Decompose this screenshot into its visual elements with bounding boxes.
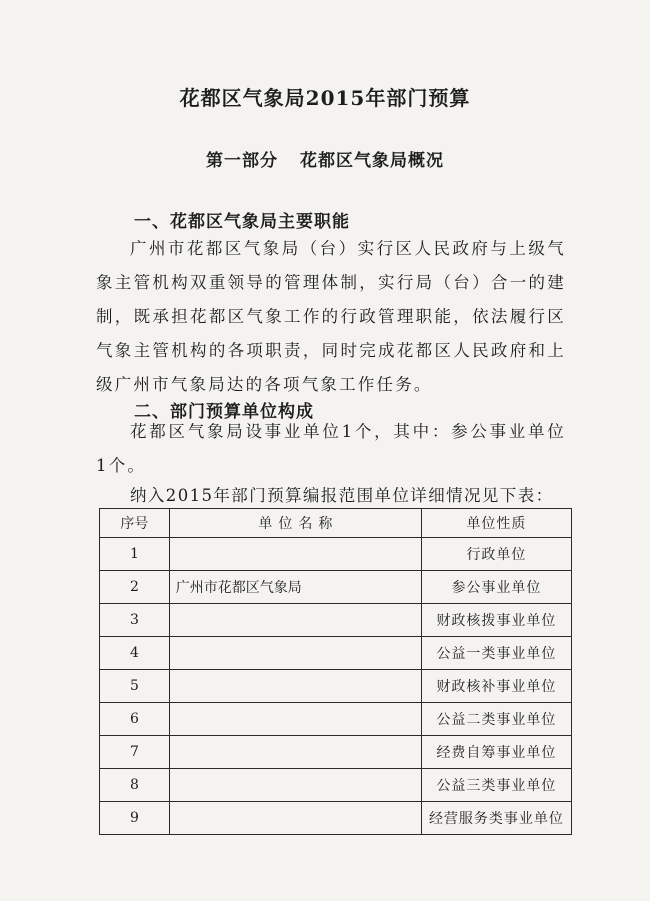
row-no: 2 <box>100 571 170 604</box>
row-type: 经营服务类事业单位 <box>421 802 571 835</box>
row-type: 行政单位 <box>421 538 571 571</box>
table-row <box>100 637 572 670</box>
row-name <box>169 538 421 571</box>
row-no: 1 <box>100 538 170 571</box>
row-type: 公益一类事业单位 <box>421 637 571 670</box>
row-name <box>169 703 421 736</box>
table-row <box>100 802 572 835</box>
document-title: 花都区气象局2015年部门预算 <box>179 86 471 110</box>
row-type: 财政核补事业单位 <box>421 670 571 703</box>
row-no: 5 <box>100 670 170 703</box>
row-type: 经费自筹事业单位 <box>421 736 571 769</box>
row-name <box>169 637 421 670</box>
row-name <box>169 604 421 637</box>
row-type: 公益二类事业单位 <box>421 703 571 736</box>
table-row <box>100 538 572 571</box>
part-number: 第一部分 <box>206 151 278 171</box>
table-header-row <box>100 509 572 538</box>
table-row <box>100 736 572 769</box>
row-no: 4 <box>100 637 170 670</box>
row-no: 6 <box>100 703 170 736</box>
section-body-functions: 广州市花都区气象局（台）实行区人民政府与上级气象主管机构双重领导的管理体制，实行局（台）合一的建制，既承担花都区气象工作的行政管理职能，依法履行区气象主管机构的各项职责，同时完成花都区人民政府和上级广州市气象局达的各项气象工作任务。 <box>96 239 566 394</box>
table-row <box>100 670 572 703</box>
part-name: 花都区气象局概况 <box>300 151 444 171</box>
row-name <box>169 802 421 835</box>
section-body-composition: 花都区气象局设事业单位1个，其中：参公事业单位1个。 <box>96 422 566 475</box>
header-type: 单位性质 <box>421 509 571 538</box>
row-no: 3 <box>100 604 170 637</box>
row-no: 8 <box>100 769 170 802</box>
header-name: 单位名称 <box>169 509 421 538</box>
header-no: 序号 <box>100 509 170 538</box>
section-heading-functions: 一、花都区气象局主要职能 <box>134 212 350 232</box>
table-row <box>100 769 572 802</box>
row-no: 9 <box>100 802 170 835</box>
row-name <box>169 670 421 703</box>
row-type: 财政核拨事业单位 <box>421 604 571 637</box>
table-row <box>100 703 572 736</box>
row-type: 参公事业单位 <box>421 571 571 604</box>
row-name: 广州市花都区气象局 <box>169 571 421 604</box>
row-name <box>169 769 421 802</box>
table-intro: 纳入2015年部门预算编报范围单位详细情况见下表： <box>130 486 554 505</box>
budget-units-table <box>99 508 572 835</box>
row-no: 7 <box>100 736 170 769</box>
table-row <box>100 604 572 637</box>
row-name <box>169 736 421 769</box>
section-heading-composition: 二、部门预算单位构成 <box>134 402 314 422</box>
table-row <box>100 571 572 604</box>
part-title <box>0 146 650 171</box>
row-type: 公益三类事业单位 <box>421 769 571 802</box>
